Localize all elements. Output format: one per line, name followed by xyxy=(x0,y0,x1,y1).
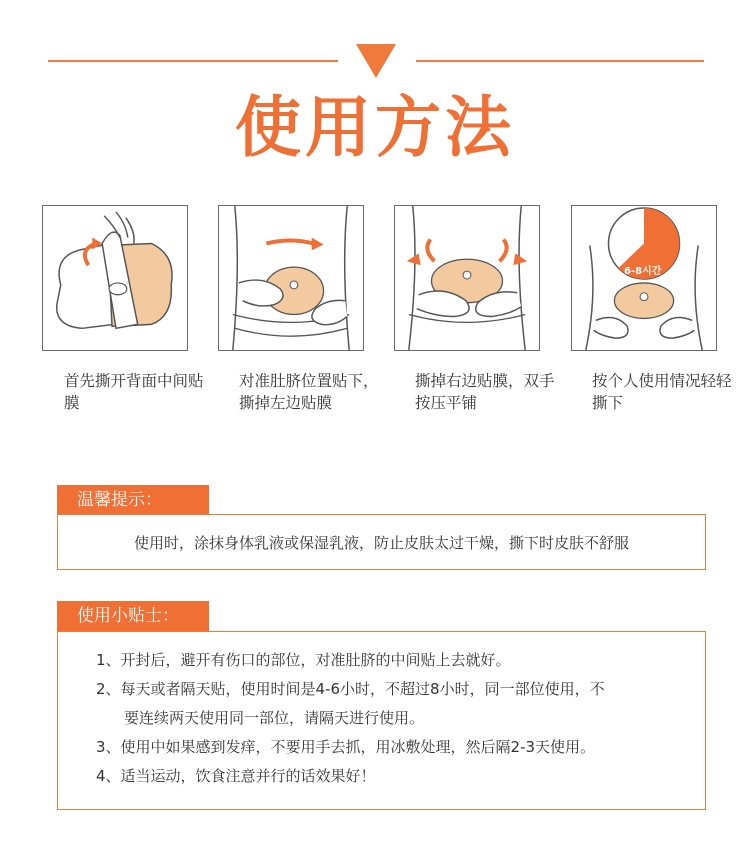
down-arrow-icon xyxy=(356,44,396,78)
page-title: 使用方法 xyxy=(235,89,515,166)
tips-label: 使用小贴士： xyxy=(57,601,209,631)
tips-list xyxy=(96,646,605,791)
step-1-text: 首先撕开背面中间贴膜 xyxy=(64,372,204,412)
reminder-box xyxy=(57,514,706,570)
step-4-text: 按个人使用情况轻轻撕下 xyxy=(592,372,732,412)
step-1-illustration xyxy=(42,205,188,351)
tip-item: 要连续两天使用同一部位，请隔天进行使用。 xyxy=(124,709,425,727)
step-3-text: 撕掉右边贴膜，双手按压平铺 xyxy=(415,372,555,412)
header-divider-left xyxy=(48,60,338,62)
header-divider-right xyxy=(416,60,704,62)
step-3-illustration xyxy=(394,205,540,351)
reminder-text: 使用时，涂抹身体乳液或保湿乳液，防止皮肤太过干燥，撕下时皮肤不舒服 xyxy=(133,534,629,552)
step-2-illustration xyxy=(218,205,364,351)
reminder-label: 温馨提示： xyxy=(57,485,209,515)
tip-item: 3、使用中如果感到发痒，不要用手去抓，用冰敷处理，然后隔2-3天使用。 xyxy=(96,738,596,756)
timer-label: 6-8시간 xyxy=(624,266,662,277)
step-4-illustration xyxy=(571,205,717,351)
tip-item: 4、适当运动，饮食注意并行的话效果好！ xyxy=(96,767,376,785)
tips-box xyxy=(57,631,706,810)
tip-item: 2、每天或者隔天贴，使用时间是4-6小时，不超过8小时，同一部位使用，不 xyxy=(96,680,605,698)
step-2-text: 对准肚脐位置贴下，撕掉左边贴膜 xyxy=(239,372,379,412)
tip-item: 1、开封后，避开有伤口的部位，对准肚脐的中间贴上去就好。 xyxy=(96,651,511,669)
